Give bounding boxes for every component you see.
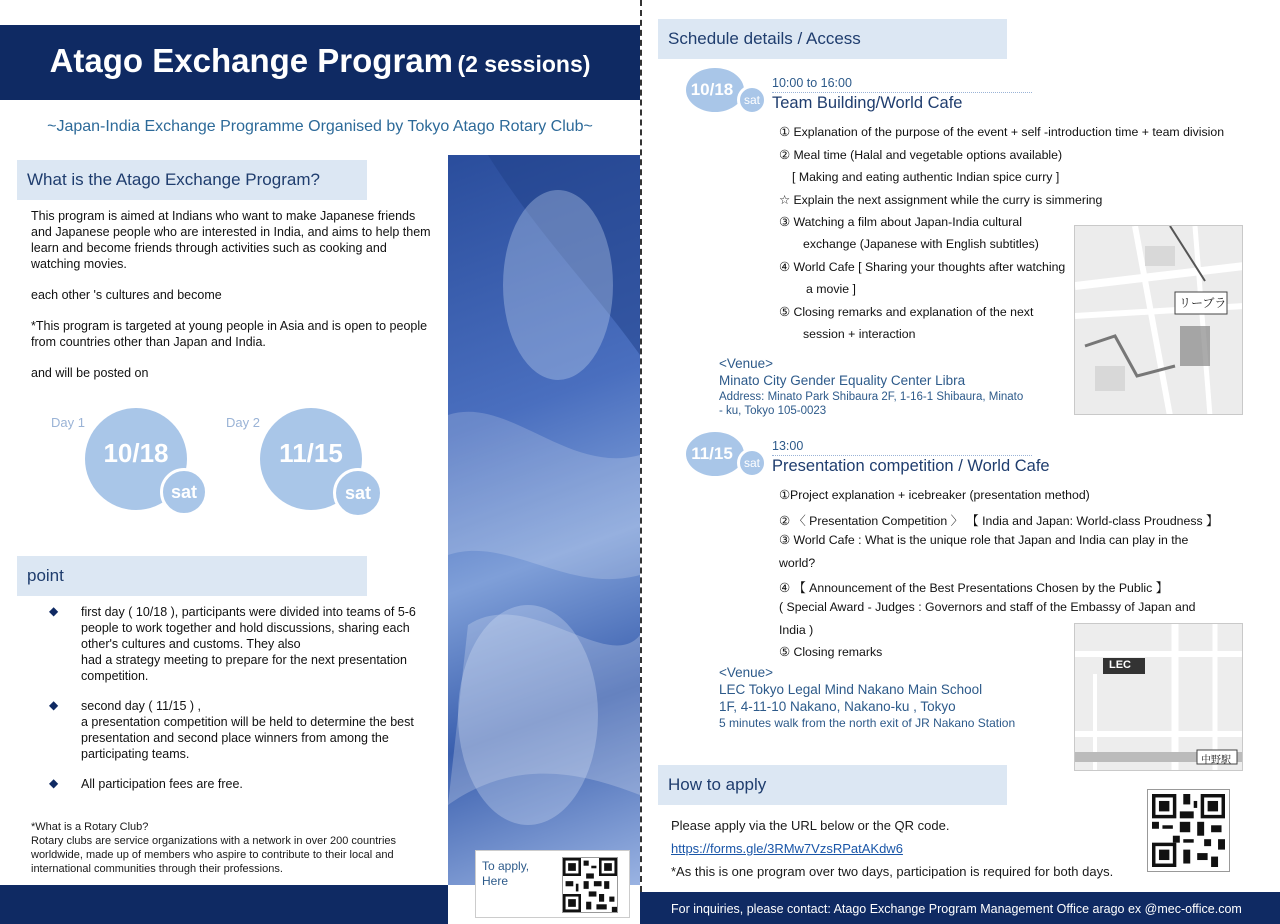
apply-box-text: To apply, Here	[482, 859, 530, 888]
how-to-apply-note: *As this is one program over two days, participation is required for both days.	[671, 864, 1114, 879]
session1-item: session + interaction	[803, 327, 916, 341]
day1-label: Day 1	[51, 415, 85, 430]
hands-photo	[448, 155, 640, 885]
point-bullet-icon: ◆	[49, 776, 59, 790]
point-bullet-icon: ◆	[49, 698, 59, 712]
page-subtitle: ~Japan-India Exchange Programme Organised by Tokyo Atago Rotary Club~	[47, 118, 593, 135]
day2-weekday-badge: sat	[333, 468, 383, 518]
rotary-note: *What is a Rotary Club? Rotary clubs are service organizations with a network in over 200 countries worldwide, made up of members who aspire to contribute to their local and international communities through their professions.	[31, 821, 397, 875]
venue1-map-graphic	[1075, 226, 1243, 415]
footer-contact: For inquiries, please contact: Atago Exchange Program Management Office arago ex @mec-office.com	[671, 902, 1242, 916]
session1-time: 10:00 to 16:00	[772, 76, 852, 90]
apply-box[interactable]	[475, 850, 630, 918]
session2-venue-walk: 5 minutes walk from the north exit of JR Nakano Station	[719, 716, 1016, 730]
qr-pattern-icon	[563, 858, 617, 912]
about-text-1: This program is aimed at Indians who want to make Japanese friends and Japanese people who are interested in India, and aims to help them learn and become friends through activities such as cooking and watching movies.	[31, 209, 431, 271]
session1-item: ① Explanation of the purpose of the event + self -introduction time + team division	[779, 125, 1225, 139]
session1-item: ③ Watching a film about Japan-India cultural	[779, 215, 1022, 229]
session2-item: ④ 【 Announcement of the Best Presentations Chosen by the Public 】	[779, 581, 1169, 595]
venue2-map	[1074, 623, 1243, 771]
session1-item: a movie ]	[806, 282, 856, 296]
qr-pattern-icon	[1152, 794, 1225, 867]
about-text-3: *This program is targeted at young people in Asia and is open to people from countries other than Japan and India.	[31, 319, 428, 349]
session1-title: Team Building/World Cafe	[772, 94, 963, 112]
session1-venue-name: Minato City Gender Equality Center Libra	[719, 373, 966, 388]
session1-venue-label: <Venue>	[719, 356, 774, 371]
point-item: first day ( 10/18 ), participants were divided into teams of 5-6 people to work together and hold discussions, sharing each other's cultures and customs. They also had a strategy meeting to prepare for the next presentation competition.	[81, 605, 416, 683]
about-text-4: and will be posted on	[31, 366, 149, 380]
session2-item: ⑤ Closing remarks	[779, 645, 883, 659]
session1-item: ② Meal time (Halal and vegetable options available)	[779, 148, 1063, 162]
fold-line	[640, 0, 642, 892]
venue2-map-graphic	[1075, 624, 1243, 771]
how-to-apply-text: Please apply via the URL below or the QR code.	[671, 818, 950, 833]
session2-time: 13:00	[772, 439, 804, 453]
session1-item: ⑤ Closing remarks and explanation of the next	[779, 305, 1034, 319]
point-bullet-icon: ◆	[49, 604, 59, 618]
session2-item: ② 〈 Presentation Competition 〉 【 India and Japan: World-class Proudness 】	[779, 514, 1219, 528]
session1-date-circle: 10/18	[686, 68, 744, 112]
day2-date-circle: 11/15	[260, 408, 362, 510]
session2-item: India )	[779, 623, 814, 637]
session2-venue-name: LEC Tokyo Legal Mind Nakano Main School	[719, 682, 983, 697]
apply-qr-code[interactable]	[562, 857, 618, 913]
point-item: second day ( 11/15 ) , a presentation competition will be held to determine the best presentation and second place winners from among the participating teams.	[81, 699, 414, 761]
session2-venue-address: 1F, 4-11-10 Nakano, Nakano-ku , Tokyo	[719, 699, 956, 714]
session1-divider	[772, 92, 1032, 93]
day1-date-circle: 10/18	[85, 408, 187, 510]
session2-venue-label: <Venue>	[719, 665, 774, 680]
venue1-map-label: リーブラ	[1179, 296, 1227, 310]
day2-label: Day 2	[226, 415, 260, 430]
session2-item: ③ World Cafe : What is the unique role that Japan and India can play in the	[779, 533, 1189, 547]
about-heading: What is the Atago Exchange Program?	[17, 160, 367, 200]
session2-date-circle: 11/15	[686, 432, 744, 476]
venue1-map	[1074, 225, 1243, 415]
schedule-heading: Schedule details / Access	[658, 19, 1007, 59]
session1-item: exchange (Japanese with English subtitles)	[803, 237, 1039, 251]
footer-bar-left	[0, 885, 448, 924]
day1-weekday-badge: sat	[160, 468, 208, 516]
session2-title: Presentation competition / World Cafe	[772, 457, 1050, 475]
hands-illustration	[448, 155, 640, 885]
session1-venue-address: Address: Minato Park Shibaura 2F, 1-16-1 Shibaura, Minato - ku, Tokyo 105-0023	[719, 391, 1024, 417]
session2-item: ( Special Award - Judges : Governors and staff of the Embassy of Japan and	[779, 600, 1196, 614]
venue2-map-station: 中野駅	[1201, 755, 1231, 766]
point-heading: point	[17, 556, 367, 596]
session2-item: world?	[779, 556, 816, 570]
how-to-apply-qr-code[interactable]	[1147, 789, 1230, 872]
page-title: Atago Exchange Program (2 sessions)	[49, 42, 591, 79]
session1-weekday-badge: sat	[737, 85, 767, 115]
session1-item: [ Making and eating authentic Indian spice curry ]	[792, 170, 1060, 184]
session2-weekday-badge: sat	[737, 448, 767, 478]
session2-divider	[772, 455, 1032, 456]
apply-url-link[interactable]: https://forms.gle/3RMw7VzsRPatAKdw6	[671, 841, 903, 856]
venue2-map-label: LEC	[1109, 659, 1131, 671]
session1-item: ☆ Explain the next assignment while the curry is simmering	[779, 193, 1103, 207]
point-item: All participation fees are free.	[81, 777, 243, 791]
about-text-2: each other 's cultures and become	[31, 288, 222, 302]
session2-item: ①Project explanation + icebreaker (presentation method)	[779, 488, 1090, 502]
how-to-apply-heading: How to apply	[658, 765, 1007, 805]
session1-item: ④ World Cafe [ Sharing your thoughts after watching	[779, 260, 1066, 274]
